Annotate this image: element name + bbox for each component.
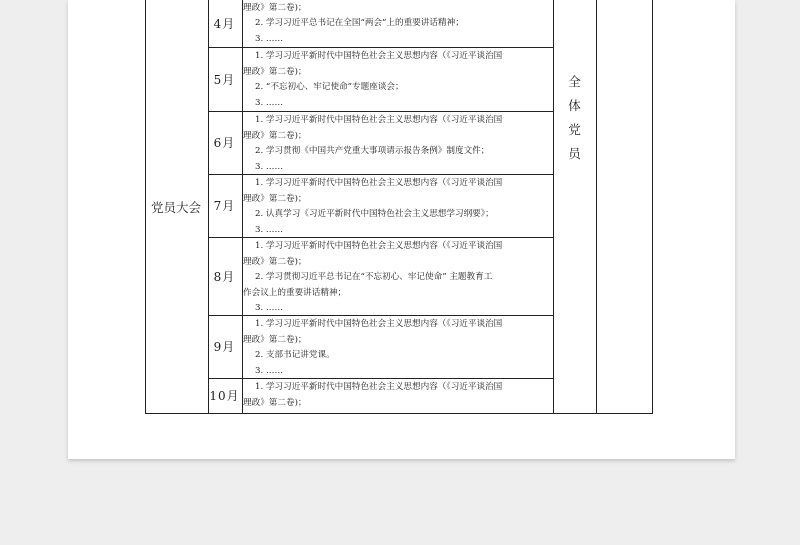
participants-char: 党 [568, 122, 581, 137]
month-cell: 4月 [213, 17, 236, 31]
content-line: 理政》第二卷)； [243, 66, 307, 77]
month-cell: 7月 [213, 199, 236, 213]
content-line: 3. …… [255, 161, 284, 172]
column-divider [553, 0, 554, 414]
content-line: 作会议上的重要讲话精神； [243, 287, 347, 298]
content-cell [243, 113, 552, 175]
content-cell [243, 239, 552, 317]
month-cell: 10月 [209, 389, 240, 403]
month-cell: 6月 [213, 136, 236, 150]
column-divider [596, 0, 597, 414]
content-cell [243, 1, 552, 48]
participants-char: 全 [568, 74, 581, 89]
content-line: 3. …… [255, 224, 284, 235]
content-line: 3. …… [255, 33, 284, 44]
participants-cell [553, 70, 596, 166]
row-divider [208, 315, 554, 316]
row-divider [208, 47, 554, 48]
content-cell [243, 49, 552, 111]
participants-char: 体 [568, 98, 581, 113]
content-line: 3. …… [255, 365, 284, 376]
content-line: 2. 认真学习《习近平新时代中国特色社会主义思想学习纲要》； [255, 209, 494, 219]
meeting-type-cell: 党员大会 [150, 199, 201, 215]
content-cell [243, 317, 552, 379]
content-line: 1. 学习习近平新时代中国特色社会主义思想内容（《习近平谈治国 [255, 241, 503, 251]
participants-char: 员 [568, 146, 581, 161]
content-line: 理政》第二卷)； [243, 334, 307, 345]
month-cell: 9月 [213, 340, 236, 354]
content-line: 2. 学习习近平总书记在全国“两会”上的重要讲话精神； [255, 18, 464, 28]
column-divider [145, 0, 146, 414]
content-line: 1. 学习习近平新时代中国特色社会主义思想内容（《习近平谈治国 [255, 51, 503, 61]
content-line: 理政》第二卷)； [243, 193, 307, 204]
content-line: 1. 学习习近平新时代中国特色社会主义思想内容（《习近平谈治国 [255, 382, 503, 392]
content-line: 3. …… [255, 97, 284, 108]
content-line: 1. 学习习近平新时代中国特色社会主义思想内容（《习近平谈治国 [255, 178, 503, 188]
content-line: 1. 学习习近平新时代中国特色社会主义思想内容（《习近平谈治国 [255, 115, 503, 125]
row-divider [208, 237, 554, 238]
column-divider [652, 0, 653, 414]
content-line: 2. “不忘初心、牢记使命”专题座谈会； [255, 82, 404, 92]
content-line: 理政》第二卷)； [243, 130, 307, 141]
content-line: 理政》第二卷)； [243, 256, 307, 267]
content-line: 3. …… [255, 303, 284, 313]
content-cell [243, 380, 552, 411]
content-line: 2. 支部书记讲党课。 [255, 350, 335, 360]
row-divider [208, 378, 554, 379]
content-line: 2. 学习贯彻习近平总书记在“不忘初心、牢记使命” 主题教育工 [255, 272, 493, 282]
column-divider [242, 0, 243, 414]
content-line: 理政》第二卷)； [243, 397, 307, 408]
content-line: 理政》第二卷)； [243, 2, 307, 13]
content-line: 2. 学习贯彻《中国共产党重大事项请示报告条例》制度文件； [255, 146, 490, 156]
month-cell: 8月 [213, 269, 236, 284]
row-divider [208, 174, 554, 175]
column-divider [208, 0, 209, 414]
table-bottom-border [145, 413, 652, 414]
content-line: 1. 学习习近平新时代中国特色社会主义思想内容（《习近平谈治国 [255, 319, 503, 329]
month-cell: 5月 [213, 72, 236, 87]
row-divider [208, 111, 554, 112]
content-cell [243, 176, 552, 238]
